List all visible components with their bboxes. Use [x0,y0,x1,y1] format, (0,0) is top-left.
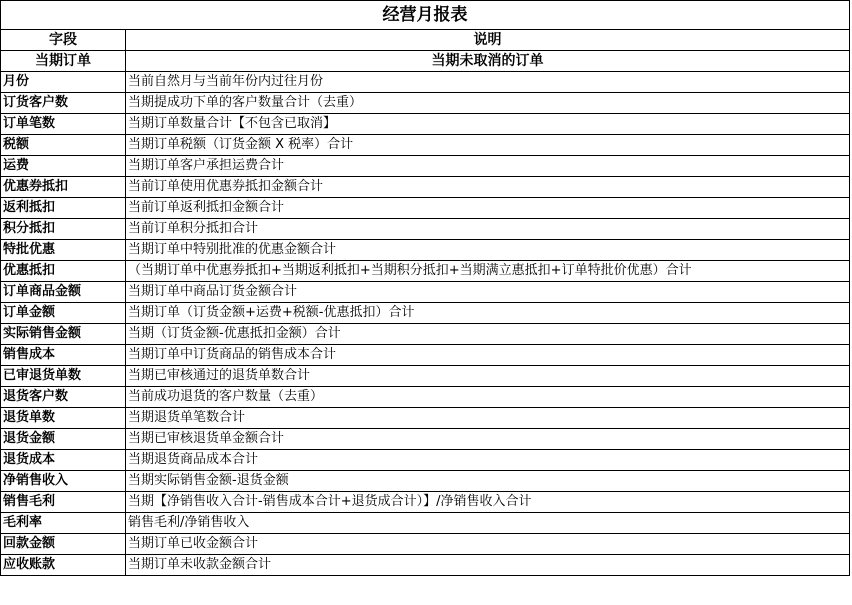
field-description-cell: 当期（订货金额-优惠抵扣金额）合计 [126,324,850,345]
header-field: 字段 [1,30,126,51]
field-name-cell: 实际销售金额 [1,324,126,345]
field-description-cell: 当期订单中订货商品的销售成本合计 [126,345,850,366]
table-row [1,240,850,261]
field-name-cell: 回款金额 [1,534,126,555]
subheader-field: 当期订单 [1,51,126,72]
field-name-cell: 月份 [1,72,126,93]
field-description-cell: 当期提成功下单的客户数量合计（去重） [126,93,850,114]
field-description-cell: 销售毛利/净销售收入 [126,513,850,534]
field-description-cell: 当期订单税额（订货金额 X 税率）合计 [126,135,850,156]
table-row [1,555,850,576]
table-row [1,408,850,429]
field-name-cell: 退货金额 [1,429,126,450]
table-row [1,345,850,366]
field-description-cell: 当期实际销售金额-退货金额 [126,471,850,492]
field-name-cell: 净销售收入 [1,471,126,492]
header-row [1,30,850,51]
table-row [1,471,850,492]
field-name-cell: 优惠券抵扣 [1,177,126,198]
table-row [1,387,850,408]
field-description-cell: 当期订单中商品订货金额合计 [126,282,850,303]
field-name-cell: 税额 [1,135,126,156]
field-name-cell: 积分抵扣 [1,219,126,240]
field-description-cell: 当期【净销售收入合计-销售成本合计+退货成合计）】/净销售收入合计 [126,492,850,513]
field-description-cell: 当前订单使用优惠券抵扣金额合计 [126,177,850,198]
field-name-cell: 毛利率 [1,513,126,534]
subheader-description: 当期未取消的订单 [126,51,850,72]
field-description-cell: 当期已审核通过的退货单数合计 [126,366,850,387]
field-name-cell: 订货客户数 [1,93,126,114]
table-row [1,198,850,219]
field-name-cell: 运费 [1,156,126,177]
table-row [1,303,850,324]
field-description-cell: 当期已审核退货单金额合计 [126,429,850,450]
subheader-row [1,51,850,72]
field-name-cell: 应收账款 [1,555,126,576]
field-description-cell: 当期订单已收金额合计 [126,534,850,555]
field-name-cell: 已审退货单数 [1,366,126,387]
table-row [1,450,850,471]
field-description-cell: 当前自然月与当前年份内过往月份 [126,72,850,93]
field-description-cell: 当期订单未收款金额合计 [126,555,850,576]
table-row [1,156,850,177]
table-row [1,177,850,198]
field-description-cell: 当前订单返利抵扣金额合计 [126,198,850,219]
field-name-cell: 退货成本 [1,450,126,471]
field-description-cell: 当期订单数量合计【不包含已取消】 [126,114,850,135]
field-name-cell: 特批优惠 [1,240,126,261]
table-row [1,261,850,282]
field-name-cell: 优惠抵扣 [1,261,126,282]
table-row [1,72,850,93]
field-description-cell: 当期订单（订货金额+运费+税额-优惠抵扣）合计 [126,303,850,324]
field-description-cell: 当期订单客户承担运费合计 [126,156,850,177]
field-name-cell: 订单金额 [1,303,126,324]
table-row [1,513,850,534]
field-description-cell: 当期订单中特别批准的优惠金额合计 [126,240,850,261]
table-row [1,282,850,303]
field-description-cell: 当前成功退货的客户数量（去重） [126,387,850,408]
table-row [1,93,850,114]
field-description-cell: 当前订单积分抵扣合计 [126,219,850,240]
table-row [1,534,850,555]
field-description-cell: 当期退货单笔数合计 [126,408,850,429]
table-row [1,492,850,513]
report-title: 经营月报表 [1,1,850,30]
table-row [1,219,850,240]
field-name-cell: 订单商品金额 [1,282,126,303]
field-name-cell: 退货单数 [1,408,126,429]
field-description-cell: （当期订单中优惠券抵扣+当期返利抵扣+当期积分抵扣+当期满立惠抵扣+订单特批价优惠）合计 [126,261,850,282]
field-name-cell: 退货客户数 [1,387,126,408]
title-row [1,1,850,30]
field-name-cell: 返利抵扣 [1,198,126,219]
header-description: 说明 [126,30,850,51]
table-row [1,114,850,135]
field-name-cell: 订单笔数 [1,114,126,135]
field-description-cell: 当期退货商品成本合计 [126,450,850,471]
table-row [1,429,850,450]
table-row [1,135,850,156]
field-name-cell: 销售毛利 [1,492,126,513]
table-row [1,366,850,387]
table-row [1,324,850,345]
field-name-cell: 销售成本 [1,345,126,366]
